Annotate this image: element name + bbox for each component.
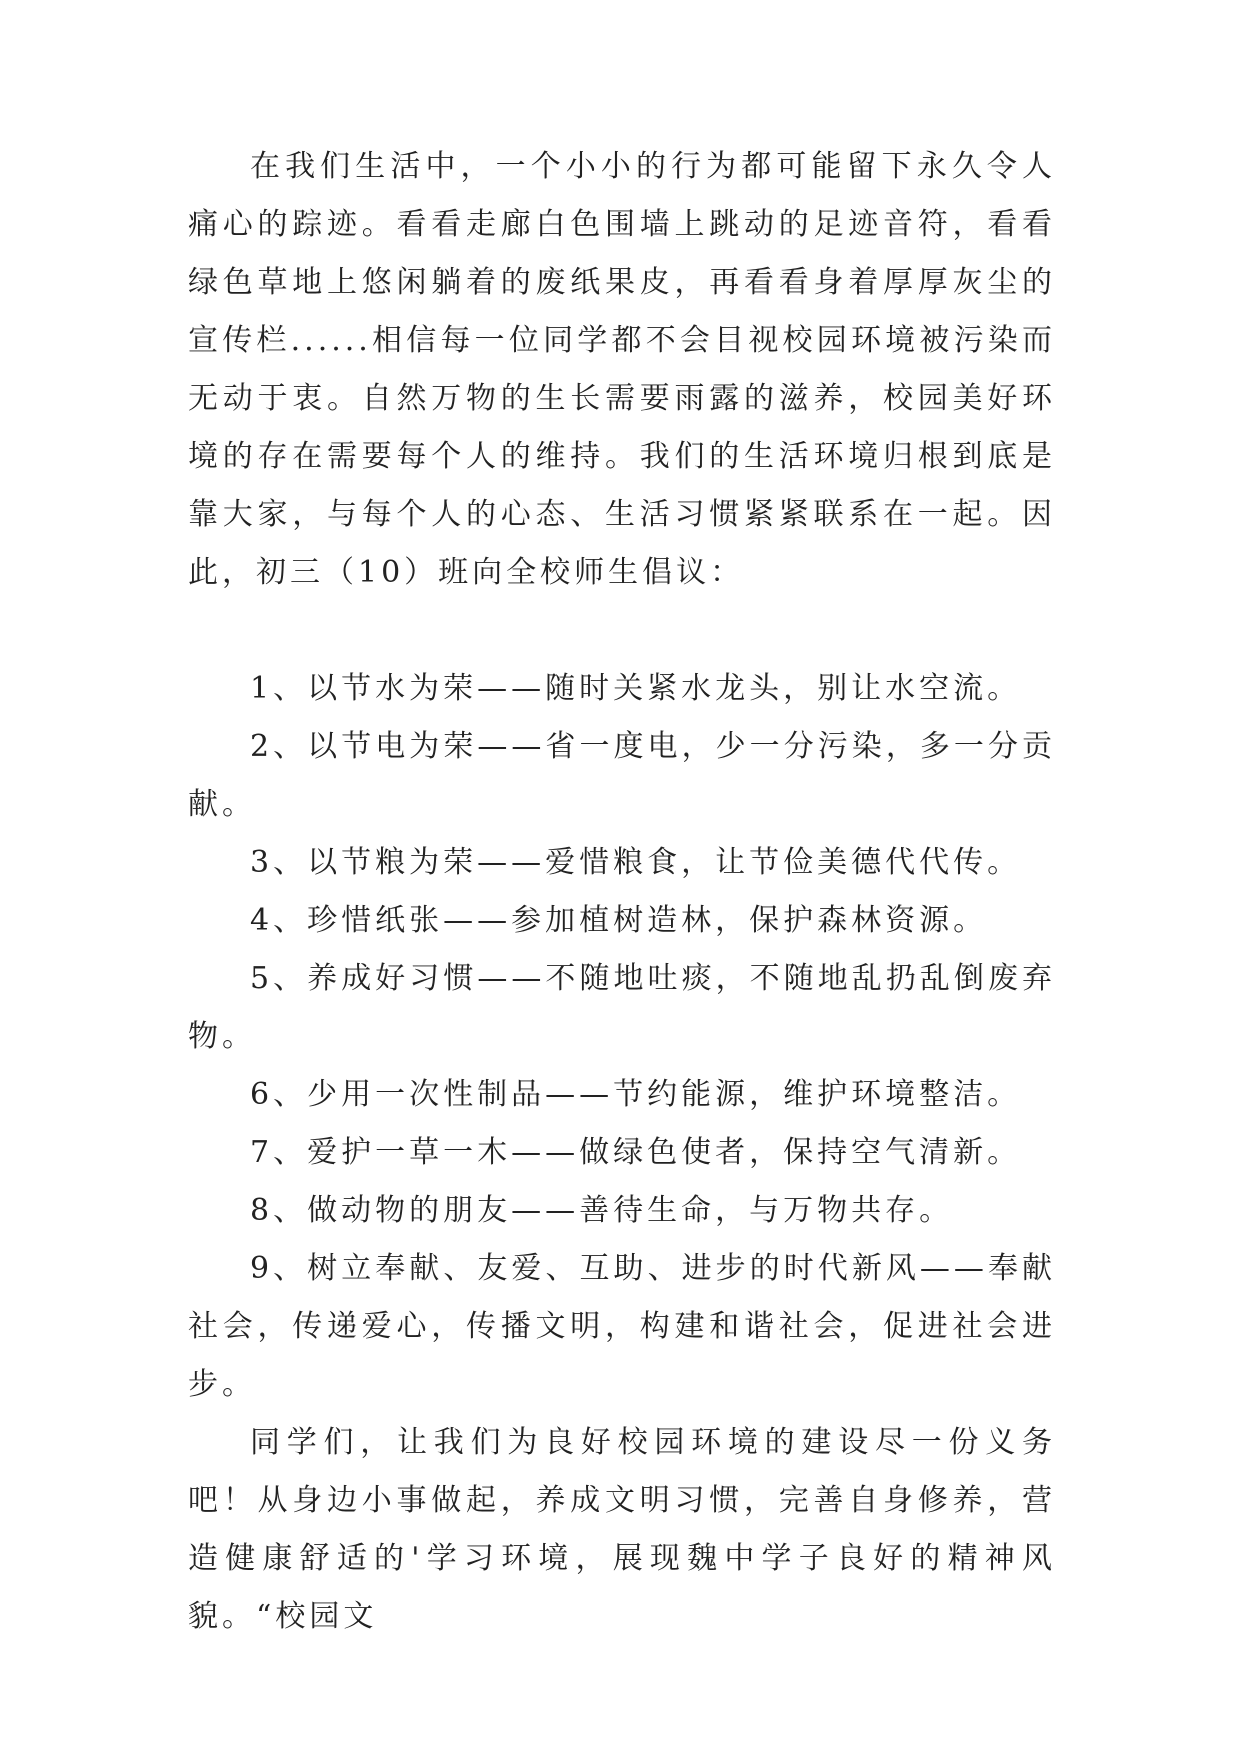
- proposal-item-9: 9、树立奉献、友爱、互助、进步的时代新风——奉献社会，传递爱心，传播文明，构建和谐社会，促进社会进步。: [188, 1251, 1056, 1402]
- closing-paragraph: 同学们，让我们为良好校园环境的建设尽一份义务吧！从身边小事做起，养成文明习惯，完善自身修养，营造健康舒适的'学习环境，展现魏中学子良好的精神风貌。“校园文: [188, 1425, 1056, 1634]
- paragraph-gap: [188, 602, 1056, 660]
- proposal-item-4: 4、珍惜纸张——参加植树造林，保护森林资源。: [250, 903, 988, 938]
- proposal-item-8: 8、做动物的朋友——善待生命，与万物共存。: [250, 1193, 954, 1228]
- proposal-item-2: 2、以节电为荣——省一度电，少一分污染，多一分贡献。: [188, 729, 1056, 822]
- proposal-item-6: 6、少用一次性制品——节约能源，维护环境整洁。: [250, 1077, 1022, 1112]
- proposal-item-3: 3、以节粮为荣——爱惜粮食，让节俭美德代代传。: [250, 845, 1022, 880]
- proposal-item-7: 7、爱护一草一木——做绿色使者，保持空气清新。: [250, 1135, 1022, 1170]
- proposal-item-5: 5、养成好习惯——不随地吐痰，不随地乱扔乱倒废弃物。: [188, 961, 1056, 1054]
- proposal-item-1: 1、以节水为荣——随时关紧水龙头，别让水空流。: [250, 671, 1022, 706]
- intro-paragraph: 在我们生活中，一个小小的行为都可能留下永久令人痛心的踪迹。看看走廊白色围墙上跳动的足迹音符，看看绿色草地上悠闲躺着的废纸果皮，再看看身着厚厚灰尘的宣传栏......相信每一位同学都不会目视校园环境被污染而无动于衷。自然万物的生长需要雨露的滋养，校园美好环境的存在需要每个人的维持。我们的生活环境归根到底是靠大家，与每个人的心态、生活习惯紧紧联系在一起。因此，初三（10）班向全校师生倡议：: [188, 149, 1056, 590]
- document-page: [188, 138, 1056, 1646]
